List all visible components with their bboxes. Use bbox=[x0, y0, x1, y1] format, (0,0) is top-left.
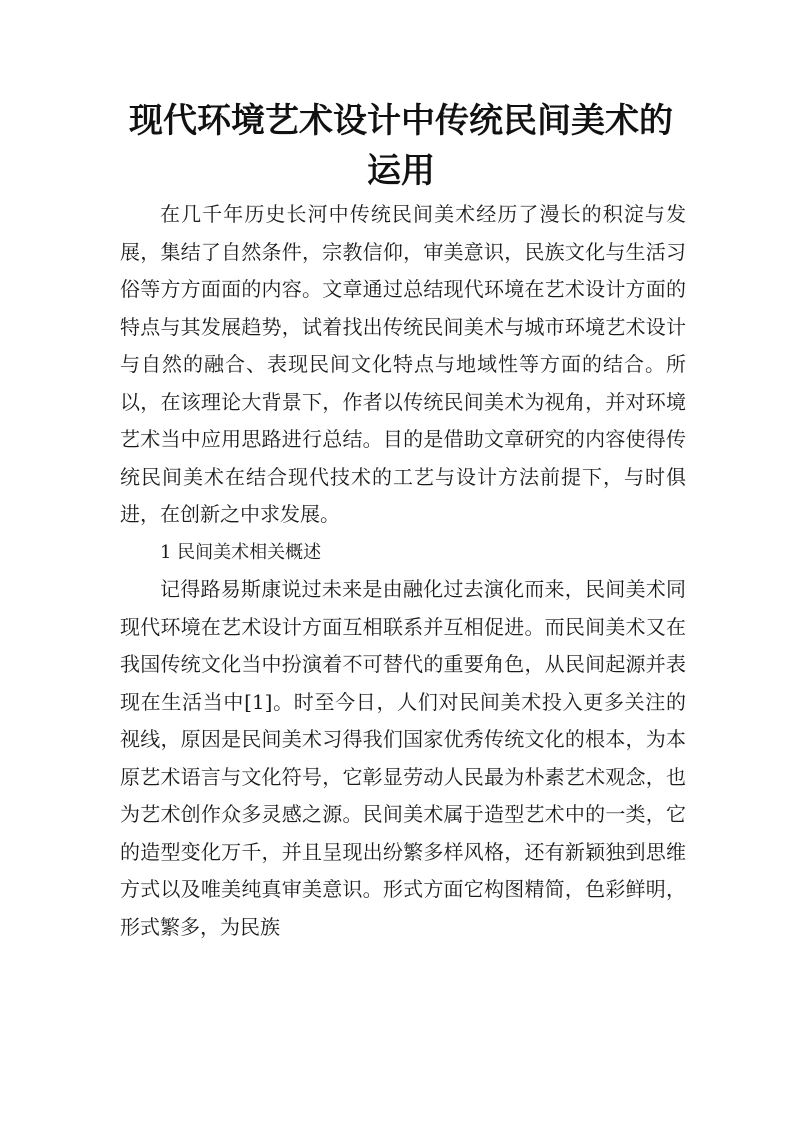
section-paragraph: 记得路易斯康说过未来是由融化过去演化而来，民间美术同现代环境在艺术设计方面互相联系并互相促进。而民间美术又在我国传统文化当中扮演着不可替代的重要角色，从民间起源并表现在生活当中[1]。时至今日，人们对民间美术投入更多关注的视线，原因是民间美术习得我们国家优秀传统文化的根本，为本原艺术语言与文化符号，它彰显劳动人民最为朴素艺术观念，也为艺术创作众多灵感之源。民间美术属于造型艺术中的一类，它的造型变化万千，并且呈现出纷繁多样风格，还有新颖独到思维方式以及唯美纯真审美意识。形式方面它构图精简，色彩鲜明，形式繁多，为民族 bbox=[120, 577, 686, 939]
abstract-paragraph: 在几千年历史长河中传统民间美术经历了漫长的积淀与发展，集结了自然条件，宗教信仰，审美意识，民族文化与生活习俗等方方面面的内容。文章通过总结现代环境在艺术设计方面的特点与其发展趋势，试着找出传统民间美术与城市环境艺术设计与自然的融合、表现民间文化特点与地域性等方面的结合。所以，在该理论大背景下，作者以传统民间美术为视角，并对环境艺术当中应用思路进行总结。目的是借助文章研究的内容使得传统民间美术在结合现代技术的工艺与设计方法前提下，与时俱进，在创新之中求发展。 bbox=[120, 202, 686, 526]
section-heading: 1 民间美术相关概述 bbox=[160, 541, 322, 563]
document-body bbox=[120, 196, 686, 946]
document-title: 现代环境艺术设计中传统民间美术的运用 bbox=[129, 101, 673, 191]
